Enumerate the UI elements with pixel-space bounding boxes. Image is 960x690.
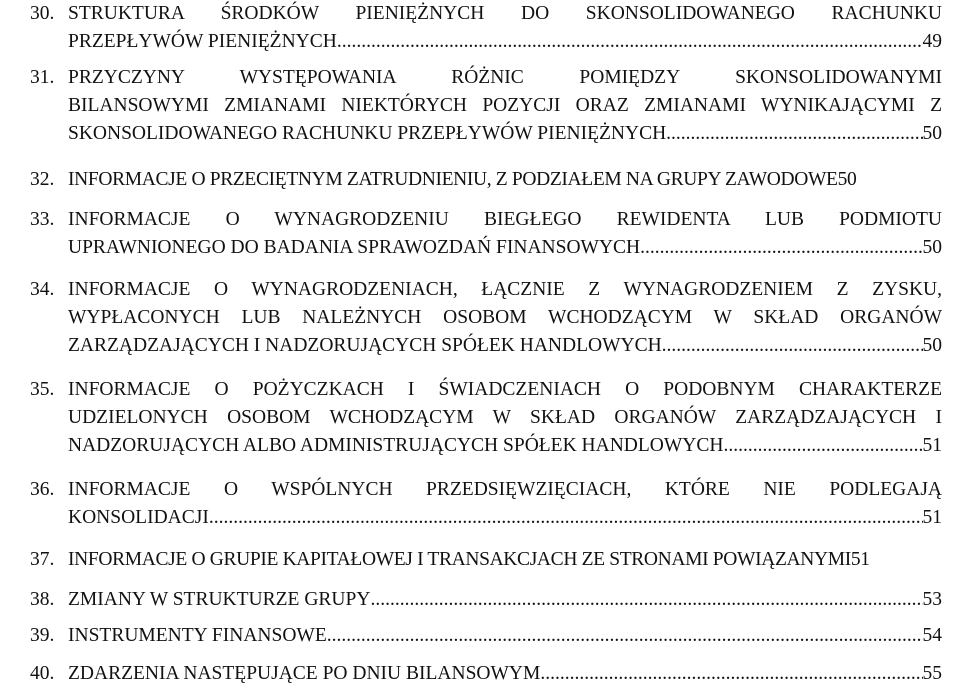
toc-number: 30. (30, 3, 55, 24)
toc-entry-38[interactable] (30, 586, 942, 614)
toc-entry-37[interactable] (30, 546, 942, 574)
toc-page-number: 50 (837, 169, 857, 190)
toc-number: 38. (30, 589, 55, 610)
dot-leader (209, 504, 923, 532)
toc-number: 39. (30, 625, 55, 646)
toc-title-end: ZDARZENIA NASTĘPUJĄCE PO DNIU BILANSOWYM (68, 663, 541, 684)
toc-number: 32. (30, 169, 55, 190)
toc-number: 34. (30, 279, 55, 300)
toc-title-line: UDZIELONYCH OSOBOM WCHODZĄCYM W SKŁAD ORGANÓW ZARZĄDZAJĄCYCH I (68, 407, 942, 428)
toc-page-number: 51 (922, 435, 942, 456)
toc-page-number: 50 (922, 335, 942, 356)
toc-page-number: 50 (922, 123, 942, 144)
toc-page-number: 49 (922, 31, 942, 52)
toc-page-number: 51 (922, 507, 942, 528)
toc-last-line (68, 332, 942, 360)
toc-last-line (68, 120, 942, 148)
toc-page-number: 51 (850, 549, 870, 570)
toc-entry-33[interactable] (30, 206, 942, 262)
toc-last-line (68, 504, 942, 532)
toc-entry-34[interactable] (30, 276, 942, 360)
toc-last-line (68, 586, 942, 614)
toc-number: 40. (30, 663, 55, 684)
toc-title-line: INFORMACJE O WYNAGRODZENIU BIEGŁEGO REWIDENTA LUB PODMIOTU (68, 209, 942, 230)
dot-leader (370, 586, 922, 614)
toc-last-line (68, 622, 942, 650)
toc-title-line: INFORMACJE O POŻYCZKACH I ŚWIADCZENIACH O PODOBNYM CHARAKTERZE (68, 379, 942, 400)
toc-title-end: NADZORUJĄCYCH ALBO ADMINISTRUJĄCYCH SPÓŁEK HANDLOWYCH (68, 435, 724, 456)
dot-leader (337, 28, 923, 56)
toc-title-line: INFORMACJE O WSPÓLNYCH PRZEDSIĘWZIĘCIACH, KTÓRE NIE PODLEGAJĄ (68, 479, 942, 500)
toc-title-end: KONSOLIDACJI (68, 507, 209, 528)
dot-leader (662, 332, 923, 360)
toc-entry-31[interactable] (30, 64, 942, 148)
toc-number: 31. (30, 67, 55, 88)
toc-number: 35. (30, 379, 55, 400)
toc-page-number: 53 (922, 589, 942, 610)
dot-leader (723, 432, 922, 460)
toc-page-number: 54 (922, 625, 942, 646)
toc-last-line (68, 546, 942, 574)
toc-entry-30[interactable] (30, 0, 942, 56)
toc-title-line: WYPŁACONYCH LUB NALEŻNYCH OSOBOM WCHODZĄCYM W SKŁAD ORGANÓW (68, 307, 942, 328)
toc-title-end: INFORMACJE O GRUPIE KAPITAŁOWEJ I TRANSAKCJACH ZE STRONAMI POWIĄZANYMI (68, 549, 851, 570)
toc-title-line: PRZYCZYNY WYSTĘPOWANIA RÓŻNIC POMIĘDZY SKONSOLIDOWANYMI (68, 67, 942, 88)
toc-last-line (68, 166, 942, 194)
toc-entry-35[interactable] (30, 376, 942, 460)
toc-entry-36[interactable] (30, 476, 942, 532)
toc-title-line: INFORMACJE O WYNAGRODZENIACH, ŁĄCZNIE Z WYNAGRODZENIEM Z ZYSKU, (68, 279, 942, 300)
toc-title-end: SKONSOLIDOWANEGO RACHUNKU PRZEPŁYWÓW PIENIĘŻNYCH (68, 123, 667, 144)
toc-last-line (68, 234, 942, 262)
toc-title-end: PRZEPŁYWÓW PIENIĘŻNYCH (68, 31, 337, 52)
toc-title-end: UPRAWNIONEGO DO BADANIA SPRAWOZDAŃ FINANSOWYCH (68, 237, 641, 258)
toc-title-line: STRUKTURA ŚRODKÓW PIENIĘŻNYCH DO SKONSOLIDOWANEGO RACHUNKU (68, 3, 942, 24)
dot-leader (640, 234, 922, 262)
toc-title-end: ZMIANY W STRUKTURZE GRUPY (68, 589, 371, 610)
toc-title-end: ZARZĄDZAJĄCYCH I NADZORUJĄCYCH SPÓŁEK HANDLOWYCH (68, 335, 662, 356)
toc-title-end: INFORMACJE O PRZECIĘTNYM ZATRUDNIENIU, Z PODZIAŁEM NA GRUPY ZAWODOWE (68, 169, 838, 190)
toc-last-line (68, 432, 942, 460)
toc-page-number: 50 (922, 237, 942, 258)
toc-title-line: BILANSOWYMI ZMIANAMI NIEKTÓRYCH POZYCJI ORAZ ZMIANAMI WYNIKAJĄCYMI Z (68, 95, 942, 116)
toc-entry-32[interactable] (30, 166, 942, 194)
toc-number: 37. (30, 549, 55, 570)
toc-page-number: 55 (922, 663, 942, 684)
toc-number: 33. (30, 209, 55, 230)
toc-entry-39[interactable] (30, 622, 942, 650)
toc-last-line (68, 660, 942, 688)
toc-last-line (68, 28, 942, 56)
dot-leader (327, 622, 923, 650)
dot-leader (540, 660, 922, 688)
toc-title-end: INSTRUMENTY FINANSOWE (68, 625, 327, 646)
toc-number: 36. (30, 479, 55, 500)
dot-leader (666, 120, 922, 148)
toc-entry-40[interactable] (30, 660, 942, 688)
